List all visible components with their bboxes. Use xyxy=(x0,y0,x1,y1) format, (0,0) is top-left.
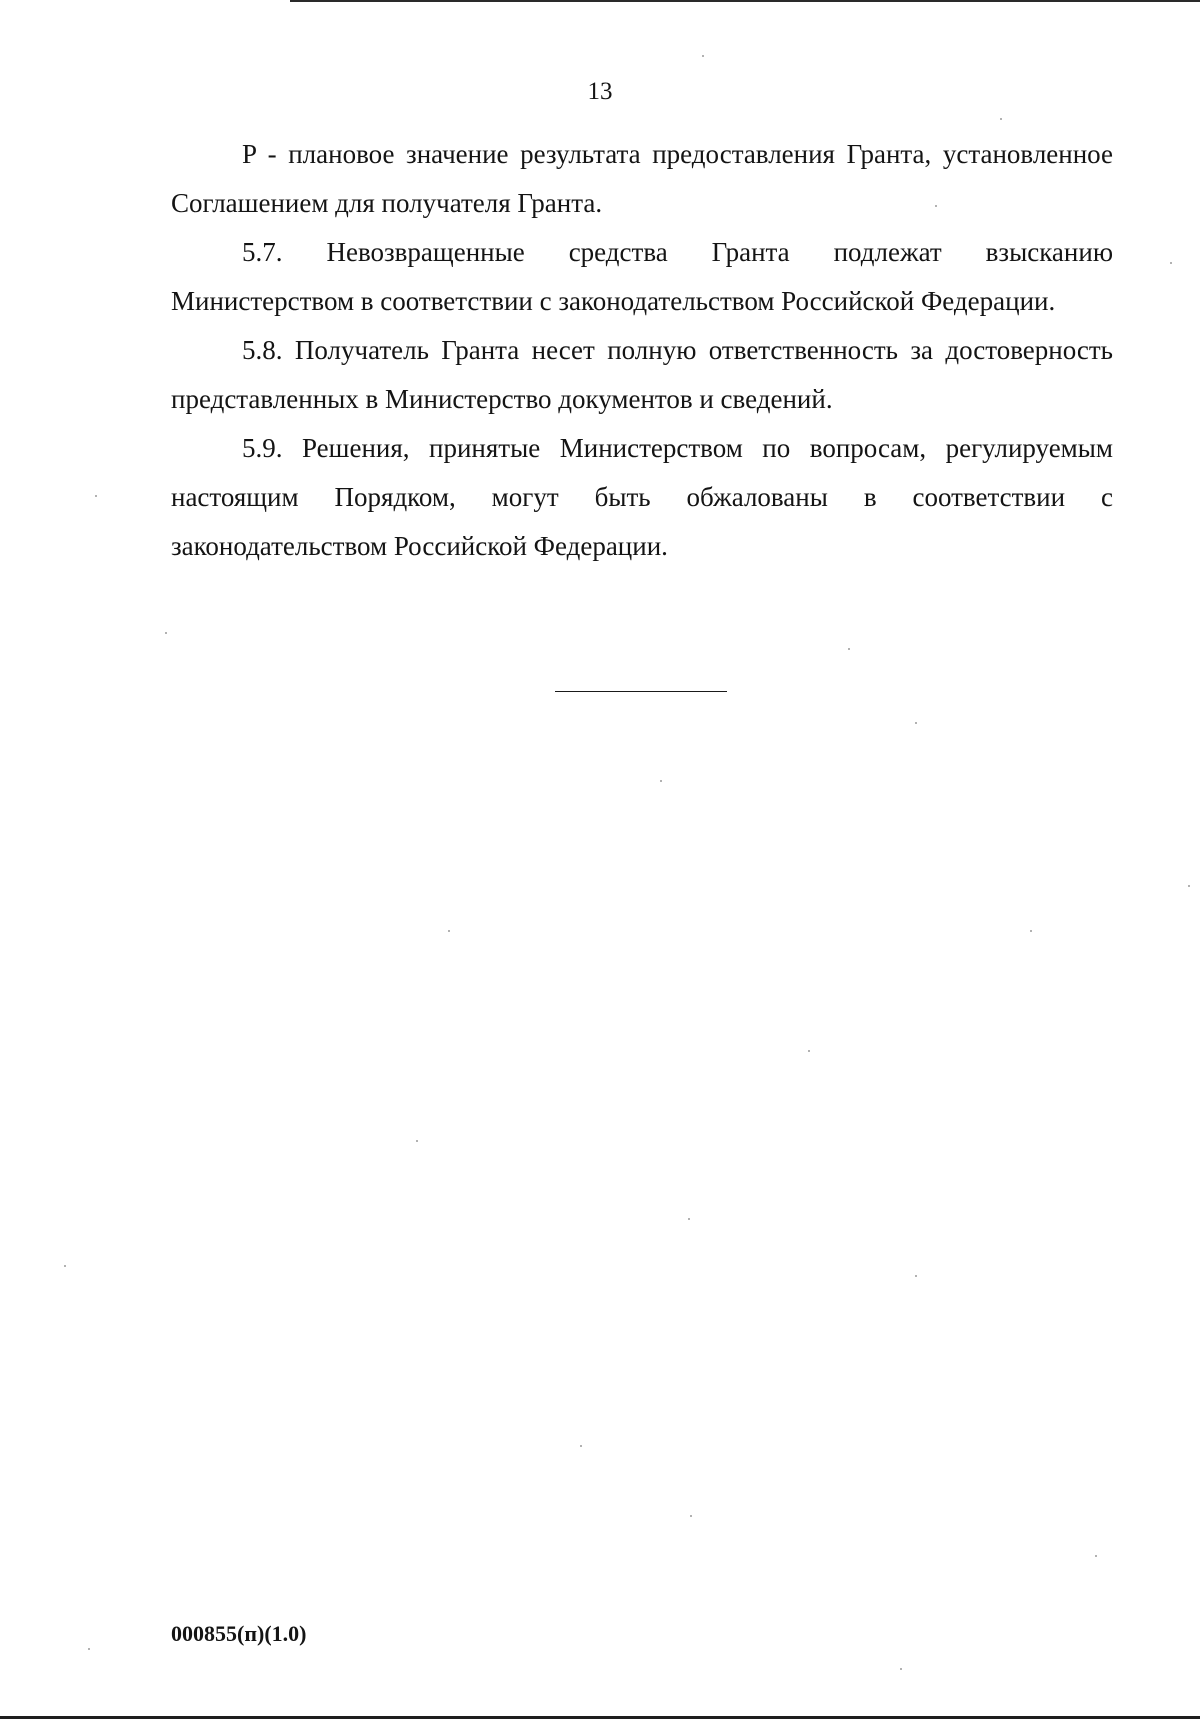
page-number: 13 xyxy=(587,78,613,105)
scan-speck xyxy=(808,1050,810,1052)
scan-speck xyxy=(702,55,704,57)
scan-speck xyxy=(900,1668,902,1670)
scan-speck xyxy=(660,780,662,782)
scan-speck xyxy=(64,1265,66,1267)
scan-speck xyxy=(688,1218,690,1220)
scan-speck xyxy=(848,648,850,650)
end-of-text-separator xyxy=(555,691,727,692)
scan-speck xyxy=(1188,885,1190,887)
scan-speck xyxy=(915,722,917,724)
scan-speck xyxy=(1030,930,1032,932)
scan-speck xyxy=(448,930,450,932)
scan-speck xyxy=(1000,118,1002,120)
paragraph-definition-p: P - плановое значение результата предоставления Гранта, установленное Соглашением для получателя Гранта. xyxy=(171,139,1113,218)
paragraph-5-7: 5.7. Невозвращенные средства Гранта подлежат взысканию Министерством в соответствии с законодательством Российской Федерации. xyxy=(171,237,1113,316)
scan-speck xyxy=(690,1515,692,1517)
document-body xyxy=(171,130,1113,571)
scan-speck xyxy=(416,1140,418,1142)
scan-speck xyxy=(580,1445,582,1447)
paragraph-5-9: 5.9. Решения, принятые Министерством по вопросам, регулируемым настоящим Порядком, могут быть обжалованы в соответствии с законодательством Российской Федерации. xyxy=(171,433,1113,561)
scan-speck xyxy=(915,1275,917,1277)
document-code: 000855(п)(1.0) xyxy=(171,1621,307,1646)
scan-speck xyxy=(95,495,97,497)
scan-speck xyxy=(165,632,167,634)
scan-speck xyxy=(935,205,937,207)
scan-speck xyxy=(1170,262,1172,264)
scan-speck xyxy=(88,1648,90,1650)
scan-speck xyxy=(1095,1555,1097,1557)
paragraph-5-8: 5.8. Получатель Гранта несет полную ответственность за достоверность представленных в Министерство документов и сведений. xyxy=(171,335,1113,414)
scan-edge-top xyxy=(290,0,1200,2)
